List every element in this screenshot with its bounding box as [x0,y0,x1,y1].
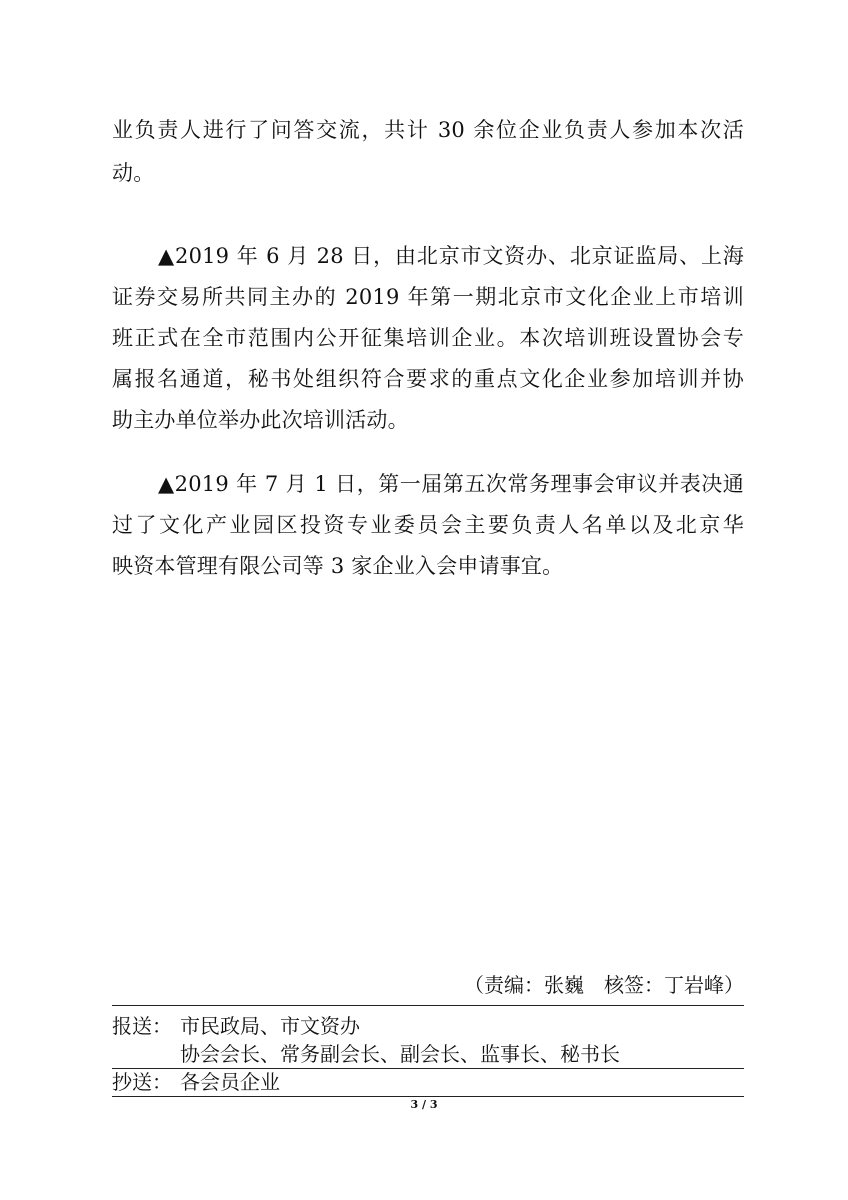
paragraph-1-line-1: 业负责人进行了问答交流，共计 30 余位企业负责人参加本次活 [112,118,744,142]
paragraph-2-line-5: 助主办单位举办此次培训活动。 [112,408,409,432]
distribution-bottom-rule [112,1096,744,1097]
copy-recipients: 各会员企业 [180,1070,280,1094]
editor-note: （责编：张巍 核签：丁岩峰） [464,973,744,997]
paragraph-2-line-2: 证券交易所共同主办的 2019 年第一期北京市文化企业上市培训 [112,285,744,309]
copy-label: 抄送： [112,1070,172,1094]
page-number: 3 / 3 [410,1098,438,1111]
report-recipients-line-1: 市民政局、市文资办 [180,1014,360,1038]
report-label: 报送： [112,1014,172,1038]
distribution-top-rule [112,1005,744,1006]
paragraph-1-line-2: 动。 [112,161,155,185]
paragraph-2-line-1: ▲2019 年 6 月 28 日，由北京市文资办、北京证监局、上海 [158,244,744,268]
paragraph-2-line-4: 属报名通道，秘书处组织符合要求的重点文化企业参加培训并协 [112,367,744,391]
report-recipients-line-2: 协会会长、常务副会长、副会长、监事长、秘书长 [180,1042,620,1066]
paragraph-2-line-3: 班正式在全市范围内公开征集培训企业。本次培训班设置协会专 [112,326,744,350]
paragraph-3-line-1: ▲2019 年 7 月 1 日，第一届第五次常务理事会审议并表决通 [158,472,744,496]
paragraph-3-line-2: 过了文化产业园区投资专业委员会主要负责人名单以及北京华 [112,513,744,537]
paragraph-3-line-3: 映资本管理有限公司等 3 家企业入会申请事宜。 [112,554,564,578]
